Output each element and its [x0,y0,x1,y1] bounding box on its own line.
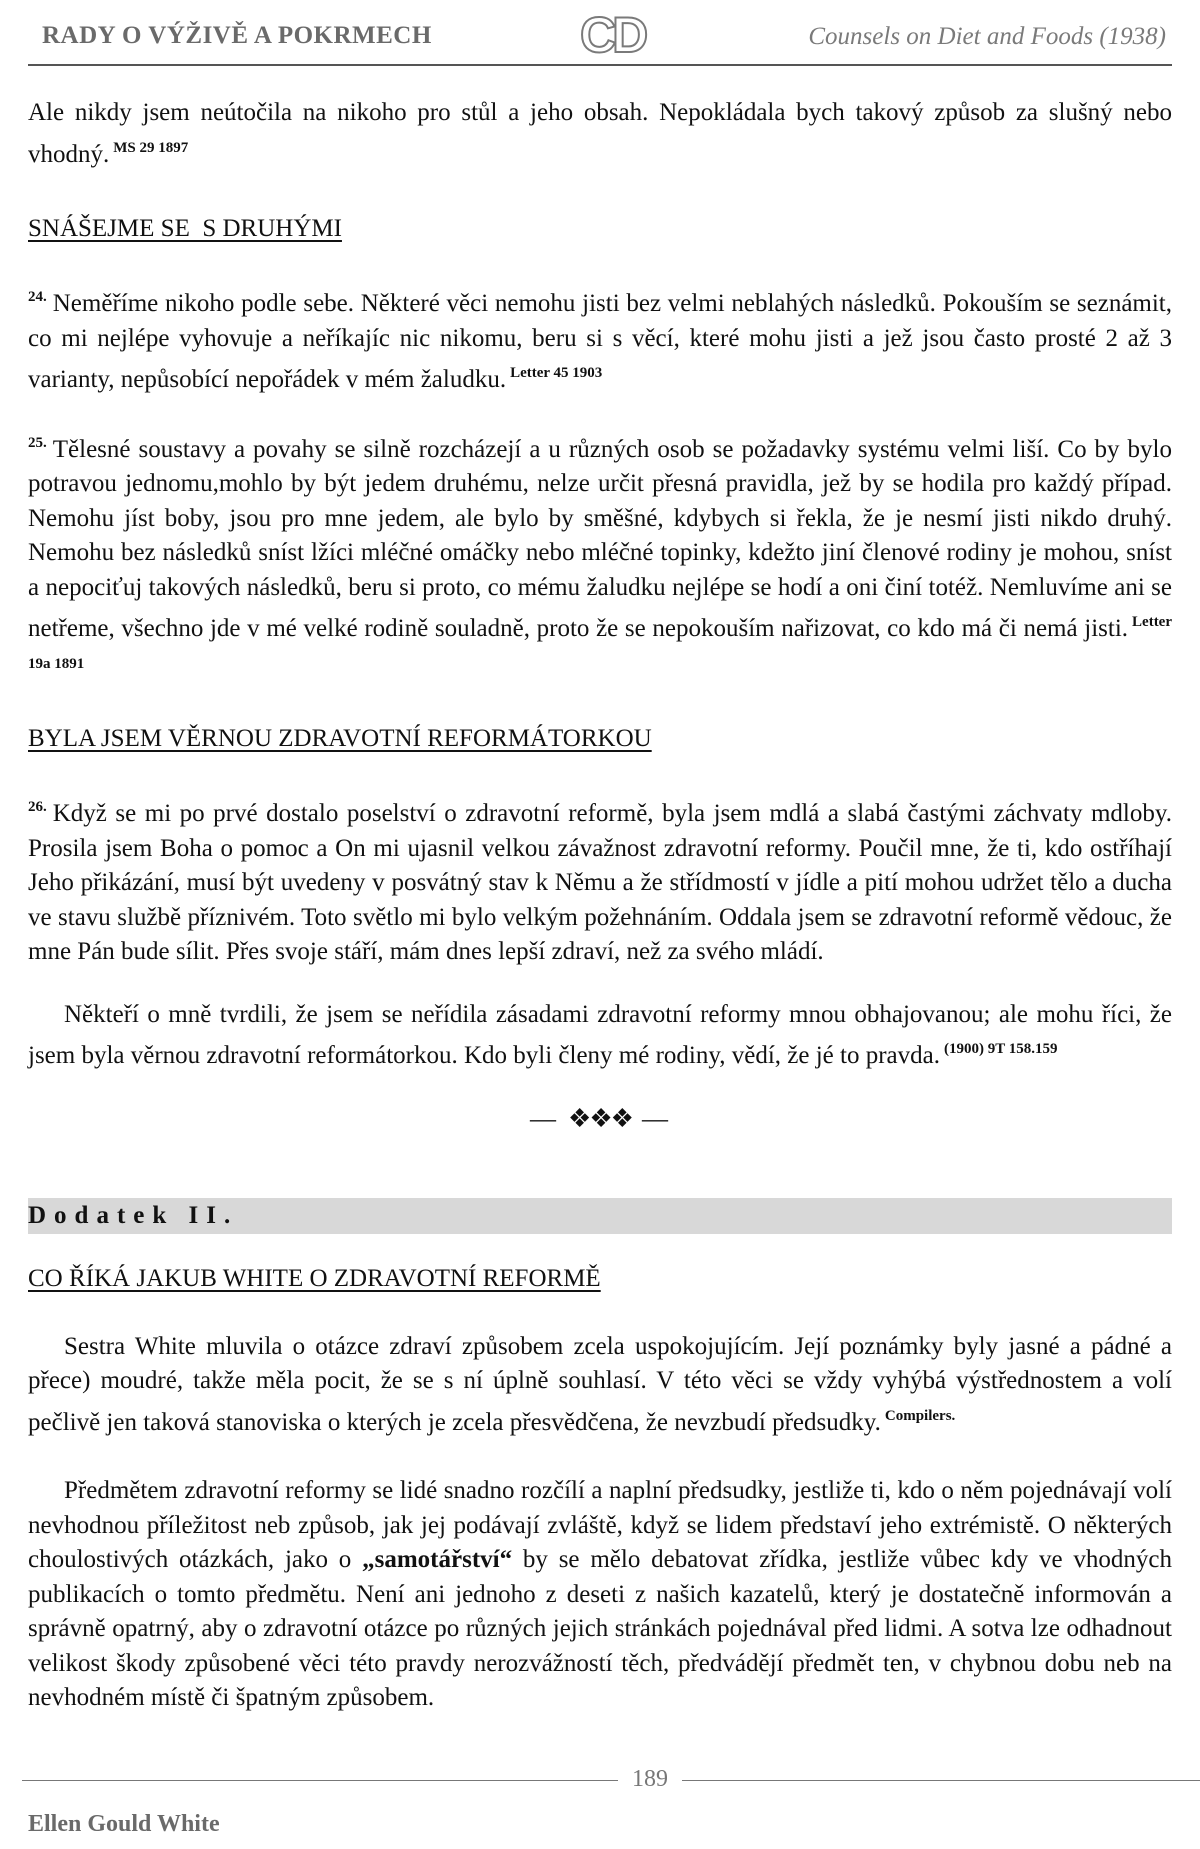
divider-dash-right: — [641,1103,670,1133]
paragraph-number: 24. [28,289,47,305]
header-english-title: Counsels on Diet and Foods (1938) [808,23,1166,50]
appendix-paragraph-1 [28,1330,1172,1441]
paragraph-25 [28,426,1172,689]
paragraph-text: Neměříme nikoho podle sebe. Některé věci nemohu jisti bez velmi neblahých následků. Pokouším se seznámit, co mi nejlépe vyhovuje a neříkajíc nic nikomu, beru si s věcí, které mohu jisti a jež jsou často prosté 2 až 3 varianty, nepůsobící nepořádek v mém žaludku. [28,290,1172,393]
intro-text: Ale nikdy jsem neútočila na nikoho pro stůl a jeho obsah. Nepokládala bych takový způsob za slušný nebo vhodný. [28,99,1172,168]
paragraph-26 [28,790,1172,970]
paragraph-text: Někteří o mně tvrdili, že jsem se neřídila zásadami zdravotní reformy mnou obhajovanou; ale mohu říci, že jsem byla věrnou zdravotní reformátorkou. Kdo byli členy mé rodiny, vědí, že jé to pravda. [28,1000,1172,1069]
footer-rule-right [682,1780,1200,1781]
footer-author: Ellen Gould White [28,1811,220,1837]
paragraph-text: Sestra White mluvila o otázce zdraví způsobem zcela uspokojujícím. Její poznámky byly jasné a pádné a přece) moudré, takže měla pocit, že se s ní úplně souhlasí. V této věci se vždy vyhýbá výstřednostem a volí pečlivě jen taková stanoviska o kterých je zcela přesvědčena, že nevzbudí předsudky. [28,1332,1172,1436]
diamond-ornament-icon: ❖❖❖ [568,1103,632,1133]
intro-reference: MS 29 1897 [113,139,189,156]
intro-paragraph [28,96,1172,172]
paragraph-text-after: by se mělo debatovat zřídka, jestliže vůbec kdy ve vhodných publikacích o tomto předmětu. Není ani jednoho z deseti z našich kazatelů, který je dostatečně informován a správně opatrný, aby o zdravotní otázce po různých jejich stránkách pojednával před lidmi. A sotva lze odhadnout velikost škody způsobené věci této pravdy nerozvážností těch, předvádějí předmět ten, v chybnou dobu neb na nevhodném místě či špatným způsobem. [28,1546,1173,1711]
paragraph-reference: Compilers. [884,1407,956,1424]
appendix-heading: CO ŘÍKÁ JAKUB WHITE O ZDRAVOTNÍ REFORMĚ [28,1264,601,1292]
paragraph-text-before: Předmětem zdravotní reformy se lidé snadno rozčílí a naplní předsudky, jestliže ti, kdo o něm pojednávají volí nevhodnou příležitost neb způsob, jak jej podávají zvláště, když se lidem představí jeho extrémistě. O některých choulostivých otázkách, jako o [28,1477,1172,1573]
header-logo: CD [580,7,645,63]
header-rule [28,64,1172,66]
paragraph-text: Tělesné soustavy a povahy se silně rozcházejí a u různých osob se požadavky systému velmi liší. Co by bylo potravou jednomu,mohlo by být jedem druhému, nelze určit přesná pravidla, jež by se hodila pro každý případ. Nemohu jíst boby, jsou pro mne jedem, ale bylo by směšné, kdybych si řekla, že je nesmí jisti nikdo druhý. Nemohu bez následků sníst lžíci mléčné omáčky nebo mléčné topinky, kdežto jiní členové rodiny je mohou, sníst a nepociťuj takových následků, beru si proto, co mému žaludku nejlépe se hodí a oni činí totéž. Nemluvíme ani se netřeme, všechno jde v mé velké rodině souladně, proto že se nepokouším nařizovat, co kdo má či nemá jisti. [28,435,1172,642]
paragraph-number: 26. [28,799,47,815]
paragraph-text: Když se mi po prvé dostalo poselství o zdravotní reformě, byla jsem mdlá a slabá častými záchvaty mdloby. Prosila jsem Boha o pomoc a On mi ujasnil velkou závažnost zdravotní reformy. Poučil mne, že ti, kdo ostříhají Jeho přikázání, musí být uvedeny v posvátný stav k Němu a že střídmostí v jídle a pití mohou udržet tělo a ducha ve stavu službě příznivém. Toto světlo mi bylo velkým požehnáním. Oddala jsem se zdravotní reformě vědouc, že mne Pán bude sílit. Přes svoje stáří, mám dnes lepší zdraví, než za svého mládí. [28,800,1172,965]
page-number: 189 [632,1766,668,1792]
paragraph-reference: Letter 19a 1891 [28,614,1172,672]
section-heading-bear-with-others: SNÁŠEJME SE S DRUHÝMI [28,215,342,242]
appendix-paragraph-2 [28,1474,1172,1716]
paragraph-number: 25. [28,434,47,451]
section-divider [28,1104,1172,1134]
paragraph-reference: (1900) 9T 158.159 [944,1041,1058,1057]
header-book-title: RADY O VÝŽIVĚ A POKRMECH [42,22,432,49]
paragraph-reference: Letter 45 1903 [510,365,603,381]
paragraph-27 [28,998,1172,1074]
section-heading-faithful-reformer: BYLA JSEM VĚRNOU ZDRAVOTNÍ REFORMÁTORKOU [28,725,652,752]
appendix-label: Dodatek II. [28,1201,239,1229]
paragraph-24 [28,280,1172,398]
emphasized-term: „samotářství“ [362,1546,513,1573]
divider-dash-left: — [530,1103,559,1133]
footer-rule-left [22,1780,618,1781]
page-content [28,96,1172,1716]
appendix-label-bar [28,1198,1172,1234]
